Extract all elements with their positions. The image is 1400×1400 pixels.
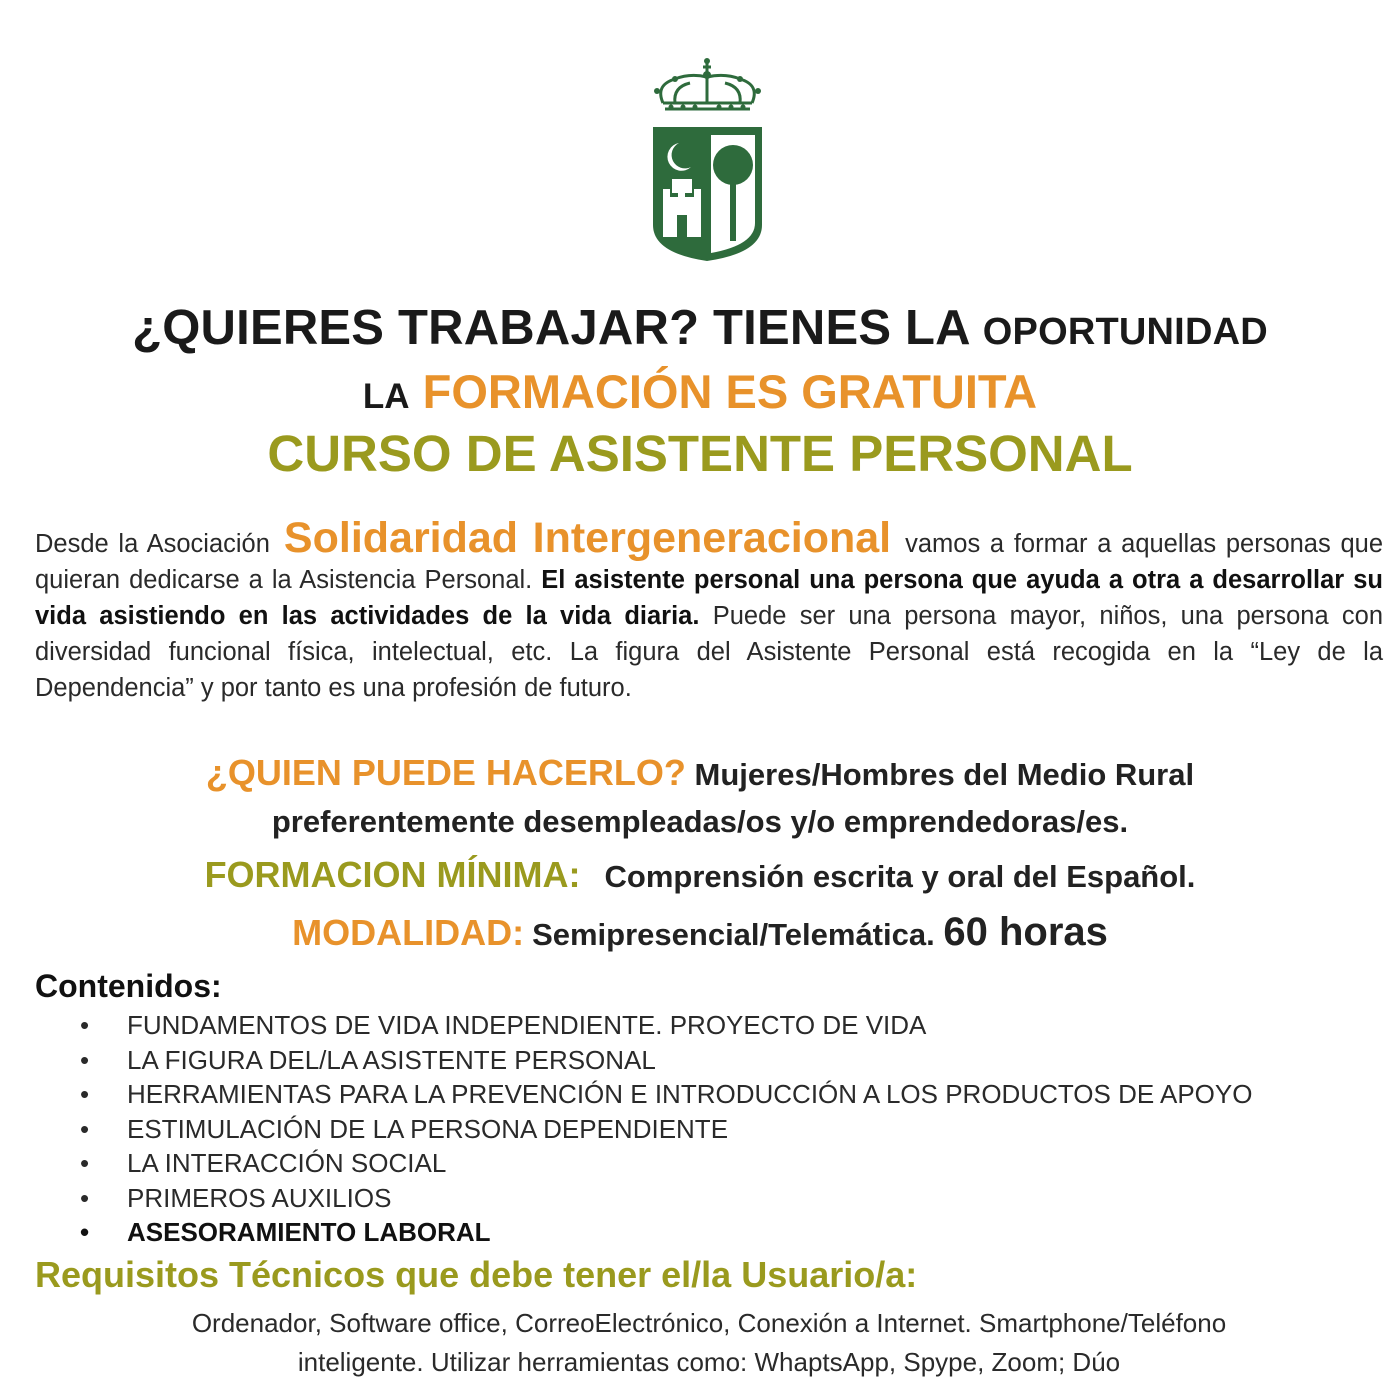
modality-hours: 60 horas [943, 910, 1108, 954]
modality-label: MODALIDAD: [292, 912, 525, 953]
contents-title: Contenidos: [35, 968, 222, 1004]
requirements-line2: inteligente. Utilizar herramientas como: WhaptsApp, Spype, Zoom; Dúo [297, 1347, 1121, 1377]
who-value2: preferentemente desempleadas/os y/o emprendedoras/es. [271, 804, 1129, 839]
coat-of-arms-icon [645, 55, 770, 265]
bullet-icon: • [80, 1010, 90, 1040]
contents-list [80, 1008, 1252, 1250]
organization-name: Solidaridad Intergeneracional [283, 514, 892, 562]
who-row-2 [0, 804, 1400, 840]
list-item [80, 1215, 1252, 1250]
list-item-text: FUNDAMENTOS DE VIDA INDEPENDIENTE. PROYECTO DE VIDA [127, 1010, 927, 1040]
bullet-icon: • [80, 1217, 90, 1247]
list-item [80, 1112, 1252, 1147]
requirements-title: Requisitos Técnicos que debe tener el/la Usuario/a: [35, 1254, 918, 1295]
subheadline [0, 364, 1400, 419]
modality-row [0, 910, 1400, 955]
intro-paragraph [35, 514, 1384, 706]
bullet-icon: • [80, 1182, 90, 1213]
headline-small: OPORTUNIDAD [982, 311, 1268, 353]
headline [0, 300, 1400, 356]
list-item [80, 1043, 1252, 1078]
min-training-value: Comprensión escrita y oral del Español. [604, 859, 1196, 894]
list-item-text: ESTIMULACIÓN DE LA PERSONA DEPENDIENTE [127, 1113, 729, 1144]
list-item-text: PRIMEROS AUXILIOS [127, 1182, 392, 1213]
subheadline-prefix: LA [362, 377, 410, 416]
bullet-icon: • [80, 1044, 90, 1075]
bullet-icon: • [80, 1148, 90, 1178]
list-item-text: LA INTERACCIÓN SOCIAL [127, 1148, 447, 1178]
list-item-text: LA FIGURA DEL/LA ASISTENTE PERSONAL [127, 1044, 656, 1075]
modality-value: Semipresencial/Telemática. [532, 917, 935, 952]
requirements-text [0, 1304, 1400, 1382]
list-item [80, 1181, 1252, 1216]
intro-lead: Desde la Asociación [35, 530, 270, 558]
bullet-icon: • [80, 1113, 90, 1144]
list-item [80, 1146, 1252, 1181]
requirements-line1: Ordenador, Software office, CorreoElectrónico, Conexión a Internet. Smartphone/Teléfono [191, 1308, 1227, 1338]
list-item-text: ASESORAMIENTO LABORAL [127, 1217, 491, 1247]
list-item [80, 1008, 1252, 1043]
headline-main: ¿QUIERES TRABAJAR? TIENES LA [132, 301, 969, 355]
list-item-text: HERRAMIENTAS PARA LA PREVENCIÓN E INTRODUCCIÓN A LOS PRODUCTOS DE APOYO [127, 1079, 1253, 1109]
who-value1: Mujeres/Hombres del Medio Rural [694, 757, 1195, 792]
list-item [80, 1077, 1252, 1112]
min-training-label: FORMACION MÍNIMA: [204, 854, 581, 895]
intro-text2: Puede ser una persona mayor, niños, una persona con diversidad funcional física, intelectual, etc. La figura del Asistente Personal está recogida en la “Ley de la Dependencia” y por tanto es una profesión de futuro. [35, 602, 1384, 702]
who-row [0, 752, 1400, 794]
min-training-row [0, 854, 1400, 896]
intro-text1: vamos a formar a aquellas personas que quieran dedicarse a la Asistencia Personal. [35, 530, 1384, 594]
intro-bold: El asistente personal una persona que ayuda a otra a desarrollar su vida asistiendo en las actividades de la vida diaria. [35, 566, 1383, 630]
bullet-icon: • [80, 1079, 90, 1109]
subheadline-highlight: FORMACIÓN ES GRATUITA [422, 365, 1038, 418]
who-label: ¿QUIEN PUEDE HACERLO? [205, 752, 686, 793]
course-title: CURSO DE ASISTENTE PERSONAL [267, 425, 1133, 482]
